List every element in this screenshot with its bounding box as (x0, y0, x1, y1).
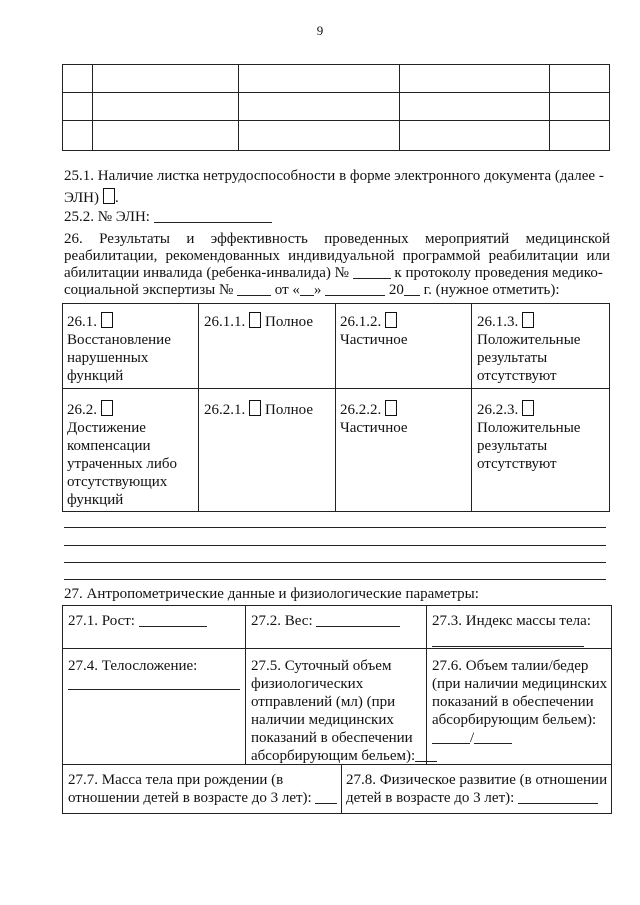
option-26-1-1 (204, 312, 313, 331)
bmi-cell (432, 612, 591, 650)
divider (63, 388, 609, 389)
date-day-field[interactable] (300, 295, 314, 296)
option-number: 26.2.1. (204, 402, 246, 418)
row-label-line: компенсации (67, 438, 151, 454)
option-number: 26.1.3. (477, 314, 519, 330)
option-label: Полное (265, 314, 313, 330)
table-cell (400, 65, 550, 93)
label-line: абсорбирующим бельем): (432, 712, 597, 728)
option-26-1-2 (340, 312, 408, 349)
row-number: 26.1. (67, 314, 97, 330)
option-label-line: результаты (477, 438, 548, 454)
eln-number-label: 25.2. № ЭЛН: (64, 209, 150, 225)
table-cell (92, 121, 238, 151)
anthropometry-table (62, 605, 612, 765)
label-line: 27.6. Объем талии/бедер (432, 658, 589, 674)
protocol-label: к протоколу проведения медико- (394, 265, 603, 281)
option-number: 26.1.1. (204, 314, 246, 330)
page-number: 9 (316, 23, 324, 38)
partial-compensation-checkbox[interactable] (385, 400, 397, 416)
divider (198, 304, 199, 511)
label-line: 27.8. Физическое развитие (в отношении (346, 772, 608, 788)
physique-field[interactable] (68, 675, 240, 690)
option-label-line: Положительные (477, 332, 581, 348)
word: и (186, 231, 195, 247)
label-line: наличии медицинских (251, 712, 394, 728)
daily-volume-field[interactable] (415, 761, 437, 762)
blank-line[interactable] (64, 562, 606, 563)
word: проведенных (324, 231, 409, 247)
table-cell (400, 93, 550, 121)
restoration-checkbox[interactable] (101, 312, 113, 328)
mark-note: г. (нужное отметить): (423, 282, 560, 298)
option-label: Частичное (340, 332, 408, 348)
date-year-field[interactable] (404, 295, 420, 296)
eln-number-field[interactable] (154, 222, 272, 223)
row-label-line: нарушенных (67, 350, 149, 366)
option-26-2-3 (477, 400, 580, 473)
period: . (114, 190, 119, 206)
physique-cell (68, 657, 240, 693)
date-open-quote: от « (274, 282, 300, 298)
birth-weight-cell (68, 771, 337, 807)
weight-cell (251, 612, 400, 630)
no-results-restoration-checkbox[interactable] (522, 312, 534, 328)
table-cell (550, 65, 610, 93)
partial-restoration-checkbox[interactable] (385, 312, 397, 328)
physical-development-field[interactable] (518, 803, 598, 804)
full-restoration-checkbox[interactable] (249, 312, 261, 328)
top-empty-table (62, 64, 610, 151)
blank-line[interactable] (64, 527, 606, 528)
compensation-checkbox[interactable] (101, 400, 113, 416)
row-label-line: Восстановление (67, 332, 171, 348)
table-cell (550, 121, 610, 151)
option-number: 26.1.2. (340, 314, 382, 330)
row-label-line: функций (67, 492, 124, 508)
label-line: физиологических (251, 676, 364, 692)
label-line: 27.5. Суточный объем (251, 658, 392, 674)
weight-field[interactable] (316, 626, 400, 627)
section-27-title: 27. Антропометрические данные и физиологические параметры: (64, 586, 479, 602)
label-line: 27.7. Масса тела при рождении (в (68, 772, 284, 788)
table-cell (238, 93, 400, 121)
results-table (62, 303, 610, 512)
divider (471, 304, 472, 511)
divider (245, 606, 246, 764)
row-label-line: Достижение (67, 420, 146, 436)
option-label: Частичное (340, 420, 408, 436)
table-cell (92, 65, 238, 93)
table-cell (63, 93, 93, 121)
height-label: 27.1. Рост: (68, 613, 135, 629)
birth-weight-field[interactable] (315, 803, 337, 804)
date-month-field[interactable] (325, 295, 385, 296)
word: эффективность (210, 231, 308, 247)
date-close-quote: » (313, 282, 322, 298)
option-number: 26.2.3. (477, 402, 519, 418)
table-cell (63, 65, 93, 93)
section-26-number: 26. (64, 231, 83, 247)
label-line: показаний в обеспечении (432, 694, 594, 710)
section-26-line3 (64, 265, 603, 282)
table-cell (400, 121, 550, 151)
section-26-line1 (64, 231, 610, 248)
word: мероприятий (424, 231, 510, 247)
option-26-1-3 (477, 312, 580, 385)
no-results-compensation-checkbox[interactable] (522, 400, 534, 416)
results-row-restoration (67, 312, 171, 385)
option-number: 26.2.2. (340, 402, 382, 418)
waist-field[interactable] (432, 743, 470, 744)
table-cell (238, 65, 400, 93)
daily-volume-cell (251, 657, 437, 765)
waist-hip-cell (432, 657, 607, 747)
option-label-line: результаты (477, 350, 548, 366)
eln-label: ЭЛН) (64, 190, 99, 206)
height-field[interactable] (139, 626, 207, 627)
label-line: (при наличии медицинских (432, 676, 608, 692)
option-label-line: Положительные (477, 420, 581, 436)
table-cell (92, 93, 238, 121)
blank-line[interactable] (64, 545, 606, 546)
label-line: отношении детей в возрасте до 3 лет): (68, 790, 312, 806)
label-line: показаний в обеспечении (251, 730, 413, 746)
table-cell (550, 93, 610, 121)
hip-field[interactable] (474, 743, 512, 744)
physique-label: 27.4. Телосложение: (68, 658, 198, 674)
section-25-2 (64, 209, 272, 226)
expertise-number-field[interactable] (237, 295, 271, 296)
option-26-2-1 (204, 400, 313, 419)
label-line: отправлений (мл) (при (251, 694, 396, 710)
option-26-2-2 (340, 400, 408, 437)
weight-label: 27.2. Вес: (251, 613, 313, 629)
table-cell (63, 121, 93, 151)
program-label: абилитации инвалида (ребенка-инвалида) № (64, 265, 349, 281)
word: медицинской (525, 231, 610, 247)
row-label-line: функций (67, 368, 124, 384)
row-label-line: отсутствующих (67, 474, 168, 490)
section-25-1-line1: 25.1. Наличие листка нетрудоспособности в форме электронного документа (далее - (64, 168, 604, 184)
physical-development-cell (346, 771, 607, 807)
row-number: 26.2. (67, 402, 97, 418)
bmi-label: 27.3. Индекс массы тела: (432, 613, 591, 629)
section-26-line2: реабилитации, рекомендованных индивидуальной программой реабилитации или (64, 248, 610, 264)
slash: / (470, 730, 475, 746)
option-label-line: отсутствуют (477, 456, 557, 472)
full-compensation-checkbox[interactable] (249, 400, 261, 416)
height-cell (68, 612, 207, 630)
program-number-field[interactable] (353, 278, 391, 279)
word: Результаты (99, 231, 170, 247)
option-label: Полное (265, 402, 313, 418)
section-26-line4 (64, 282, 560, 299)
results-row-compensation (67, 400, 177, 509)
row-label-line: утраченных либо (67, 456, 178, 472)
expertise-label: социальной экспертизы № (64, 282, 234, 298)
divider (341, 764, 342, 813)
label-line: детей в возрасте до 3 лет): (346, 790, 515, 806)
eln-checkbox[interactable] (103, 188, 115, 204)
bmi-field[interactable] (432, 630, 584, 647)
option-label-line: отсутствуют (477, 368, 557, 384)
birth-data-table (62, 764, 612, 814)
table-cell (238, 121, 400, 151)
blank-line[interactable] (64, 579, 606, 580)
divider (335, 304, 336, 511)
section-25-1-line2 (64, 188, 119, 207)
label-line: абсорбирующим бельем): (251, 748, 416, 764)
date-year-prefix: 20 (388, 282, 404, 298)
